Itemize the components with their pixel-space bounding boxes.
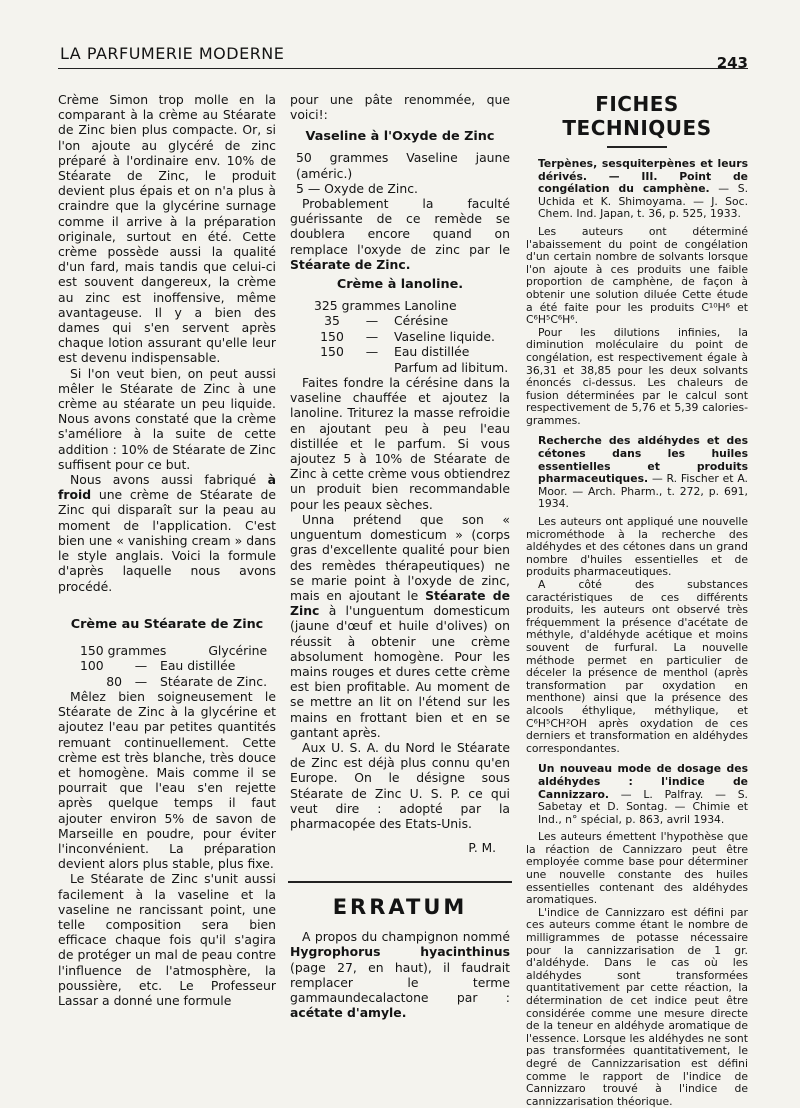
paragraph: Faites fondre la cérésine dans la vaseline chauffée et ajoutez la lanoline. Triturez la masse refroidie en ajoutant peu à peu l'eau distillée et le parfum. Si vous ajoutez 5 à 10% de Stéarate de Zinc à cette crème vous obtiendrez un produit bien recommandable pour les peaux sèches.: [290, 375, 510, 512]
section-heading: FICHES TECHNIQUES: [562, 92, 712, 140]
entry-citation: — R. Fischer et A. Moor. — Arch. Pharm., t. 272, p. 691, 1934.: [538, 472, 748, 511]
column-1: [58, 92, 276, 1008]
paragraph: [290, 196, 510, 272]
formula-line: 50 grammes Vaseline jaune (améric.): [296, 150, 510, 181]
text-run: à l'unguentum domesticum (jaune d'œuf et huile d'olives) on réussit à obtenir une crème absolument homogène. Pour les mains rouges et dures cette crème est bien profitable. Au moment de se mettre an lit on l'étend sur les mains en frottant bien et en se gantant après.: [290, 603, 510, 740]
paragraph: Le Stéarate de Zinc s'unit aussi facilement à la vaseline et la vaseline ne rancissant point, une telle composition sera bien efficace chaque fois qu'il s'agira de protéger un mal de peau contre l'influence de l'atmosphère, la poussière, etc. Le Professeur Lassar a donné une formule: [58, 871, 276, 1008]
bold-text: à froid: [58, 472, 276, 503]
formula-line: 150 — Eau distillée: [320, 344, 470, 360]
formula-line: Parfum ad libitum.: [394, 359, 509, 375]
section-divider: [288, 881, 512, 883]
entry-citation: — S. Uchida et K. Shimoyama. — J. Soc. Chem. Ind. Japan, t. 36, p. 525, 1933.: [538, 182, 748, 221]
column-2: [290, 92, 510, 1020]
formula-line: 150 grammes Glycérine: [80, 642, 268, 658]
entry-reference: [538, 763, 748, 826]
paragraph: Mêlez bien soigneusement le Stéarate de Zinc à la glycérine et ajoutez l'eau par petites quantités remuant continuellement. Cette crème est très blanche, très douce et homogène. Mais comme il se pourrait que l'eau s'en rejette après quelque temps il faut ajouter environ 5% de savon de Marseille en poudre, pour éviter l'inconvénient. La préparation devient alors plus stable, plus fixe.: [58, 688, 276, 872]
signature: P. M.: [468, 841, 496, 856]
paragraph: Crème Simon trop molle en la comparant à la crème au Stéarate de Zinc bien plus compacte. Or, si l'on ajoute au glycéré de zinc préparé à l'ordinaire env. 10% de Stéarate de Zinc, le produit devient plus épais et on n'a plus à craindre que la glycérine surnage comme il arrive à la préparation originale, surtout en été. Cette crème possède aussi la qualité d'un fard, mais tandis que celui-ci est souvent dangereux, la crème au zinc est inoffensive, même avantageuse. Il y a bien des dames qui s'en servent après chaque lotion assurant qu'elle leur est devenu indispensable.: [58, 92, 276, 366]
paragraph: Les auteurs ont appliqué une nouvelle microméthode à la recherche des aldéhydes et des cétones dans un grand nombre d'huiles essentielles et de produits pharmaceutiques.: [526, 515, 748, 579]
paragraph: [58, 472, 276, 594]
entry-reference: [538, 435, 748, 511]
bold-text: Stéarate de Zinc.: [290, 256, 411, 272]
text-run: Nous avons aussi fabriqué: [70, 472, 257, 488]
bold-text: acétate d'amyle.: [290, 1005, 407, 1021]
paragraph: pour une pâte renommée, que voici!:: [290, 92, 510, 123]
text-run: une crème de Stéarate de Zinc qui disparaît sur la peau au moment de l'application. C'est bien une « vanishing cream » dans le style anglais. Voici la formule d'après laquelle nous avons procédé.: [58, 487, 276, 594]
text-run: (page 27, en haut), il faudrait remplacer le terme gammaundecalactone par :: [290, 959, 510, 1005]
section-title: Vaseline à l'Oxyde de Zinc: [305, 129, 495, 145]
formula-line: 5 — Oxyde de Zinc.: [296, 180, 418, 196]
paragraph: Si l'on veut bien, on peut aussi mêler le Stéarate de Zinc à une crème au stéarate un peu liquide. Nous avons constaté que la crème s'améliore à la suite de cette addition : 10% de Stéarate de Zinc suffisent pour ce but.: [58, 365, 276, 472]
paragraph: L'indice de Cannizzaro est défini par ces auteurs comme étant le nombre de milligrammes de potasse nécessaire pour la cannizzarisation de 1 gr. d'aldéhyde. Dans le cas où les aldéhydes sont transformées quantitativement par cette réaction, la détermination de cet indice peut être considérée comme une mesure directe de la teneur en aldéhyde aromatique de l'essence. Lorsque les aldéhydes ne sont pas transformées quantitativement, le degré de Cannizzarisation est défini comme le rapport de l'indice de Cannizzaro trouvé à l'indice de cannizzarisation théorique.: [526, 905, 748, 1108]
formula-line: 35 — Cérésine: [324, 313, 449, 329]
bold-text: Stéarate de Zinc: [290, 587, 510, 619]
heading-rule: [607, 146, 667, 148]
paragraph: Les auteurs ont déterminé l'abaissement du point de congélation d'un certain nombre de solvants lorsque l'on ajoute à ces produits une faible proportion de camphène, de façon à obtenir une solution diluée Cette étude a été faite pour les produits C¹⁰H⁶ et C⁶H⁵C⁶H⁶.: [526, 224, 748, 327]
formula-line: 325 grammes Lanoline: [314, 298, 457, 314]
text-run: A propos du champignon nommé: [302, 929, 510, 945]
text-run: Probablement la faculté guérissante de ce remède se doublera encore quand on remplace l'oxyde de zinc par le: [290, 196, 510, 257]
entry-title: Terpènes, sesquiterpènes et leurs dérivés. — III. Point de congélation du camphène.: [538, 157, 748, 196]
formula-list: [290, 298, 510, 375]
bold-text: Hygrophorus hyacinthinus: [290, 944, 510, 960]
formula-line: 150 — Vaseline liquide.: [320, 328, 495, 344]
formula-title: Crème au Stéarate de Zinc: [70, 616, 264, 632]
paragraph: A côté des substances caractéristiques de ces différents produits, les auteurs ont observé très fréquemment la présence d'acétate de méthyle, d'aldéhyde acétique et moins souvent de furfural. La nouvelle méthode permet en particulier de déceler la présence de menthol (après transformation par oxydation en menthone) ainsi que la présence des alcools éthylique, méthylique, et C⁶H⁵CH²OH après oxydation de ces derniers et transformation en aldéhydes correspondantes.: [526, 578, 748, 755]
entry-reference: [538, 158, 748, 221]
paragraph: [290, 512, 510, 740]
entry-citation: — L. Palfray. — S. Sabetay et D. Sontag. — Chimie et Ind., n° spécial, p. 863, avril 1934.: [538, 787, 748, 826]
erratum-title: ERRATUM: [332, 895, 468, 920]
formula-list: [58, 643, 276, 689]
paragraph: Pour les dilutions infinies, la diminution moléculaire du point de congélation, est respectivement égale à 36,31 et 38,85 pour les deux solvants énoncés ci-dessus. Les chaleurs de fusion déterminées par le calcul sont respectivement de 5,76 et 5,39 calories-grammes.: [526, 325, 748, 427]
page-number: 243: [716, 54, 748, 72]
paragraph: Les auteurs émettent l'hypothèse que la réaction de Cannizzaro peut être employée comme base pour déterminer une nouvelle constante des huiles essentielles contenant des aldéhydes aromatiques.: [526, 830, 748, 907]
column-3: [526, 92, 748, 1108]
formula-line: 100 — Eau distillée: [80, 658, 236, 674]
entry-title: Un nouveau mode de dosage des aldéhydes : l'indice de Cannizzaro.: [538, 762, 748, 801]
entry-title: Recherche des aldéhydes et des cétones dans les huiles essentielles et produits pharmaceutiques.: [538, 434, 748, 486]
text-run: Unna prétend que son « unguentum domesticum » (corps gras d'excellente qualité pour bien des remèdes thérapeutiques) ne se marie point à l'oxyde de zinc, mais en ajoutant le: [290, 511, 510, 603]
header-rule: [58, 68, 748, 69]
section-title: Crème à lanoline.: [336, 277, 464, 293]
running-title: LA PARFUMERIE MODERNE: [60, 44, 285, 63]
formula-line: 80 — Stéarate de Zinc.: [106, 673, 268, 689]
paragraph: Aux U. S. A. du Nord le Stéarate de Zinc est déjà plus connu qu'en Europe. On le désigne sous Stéarate de Zinc U. S. P. ce qui veut dire : adopté par la pharmacopée des Etats-Unis.: [290, 739, 510, 831]
erratum-text: [290, 929, 510, 1020]
